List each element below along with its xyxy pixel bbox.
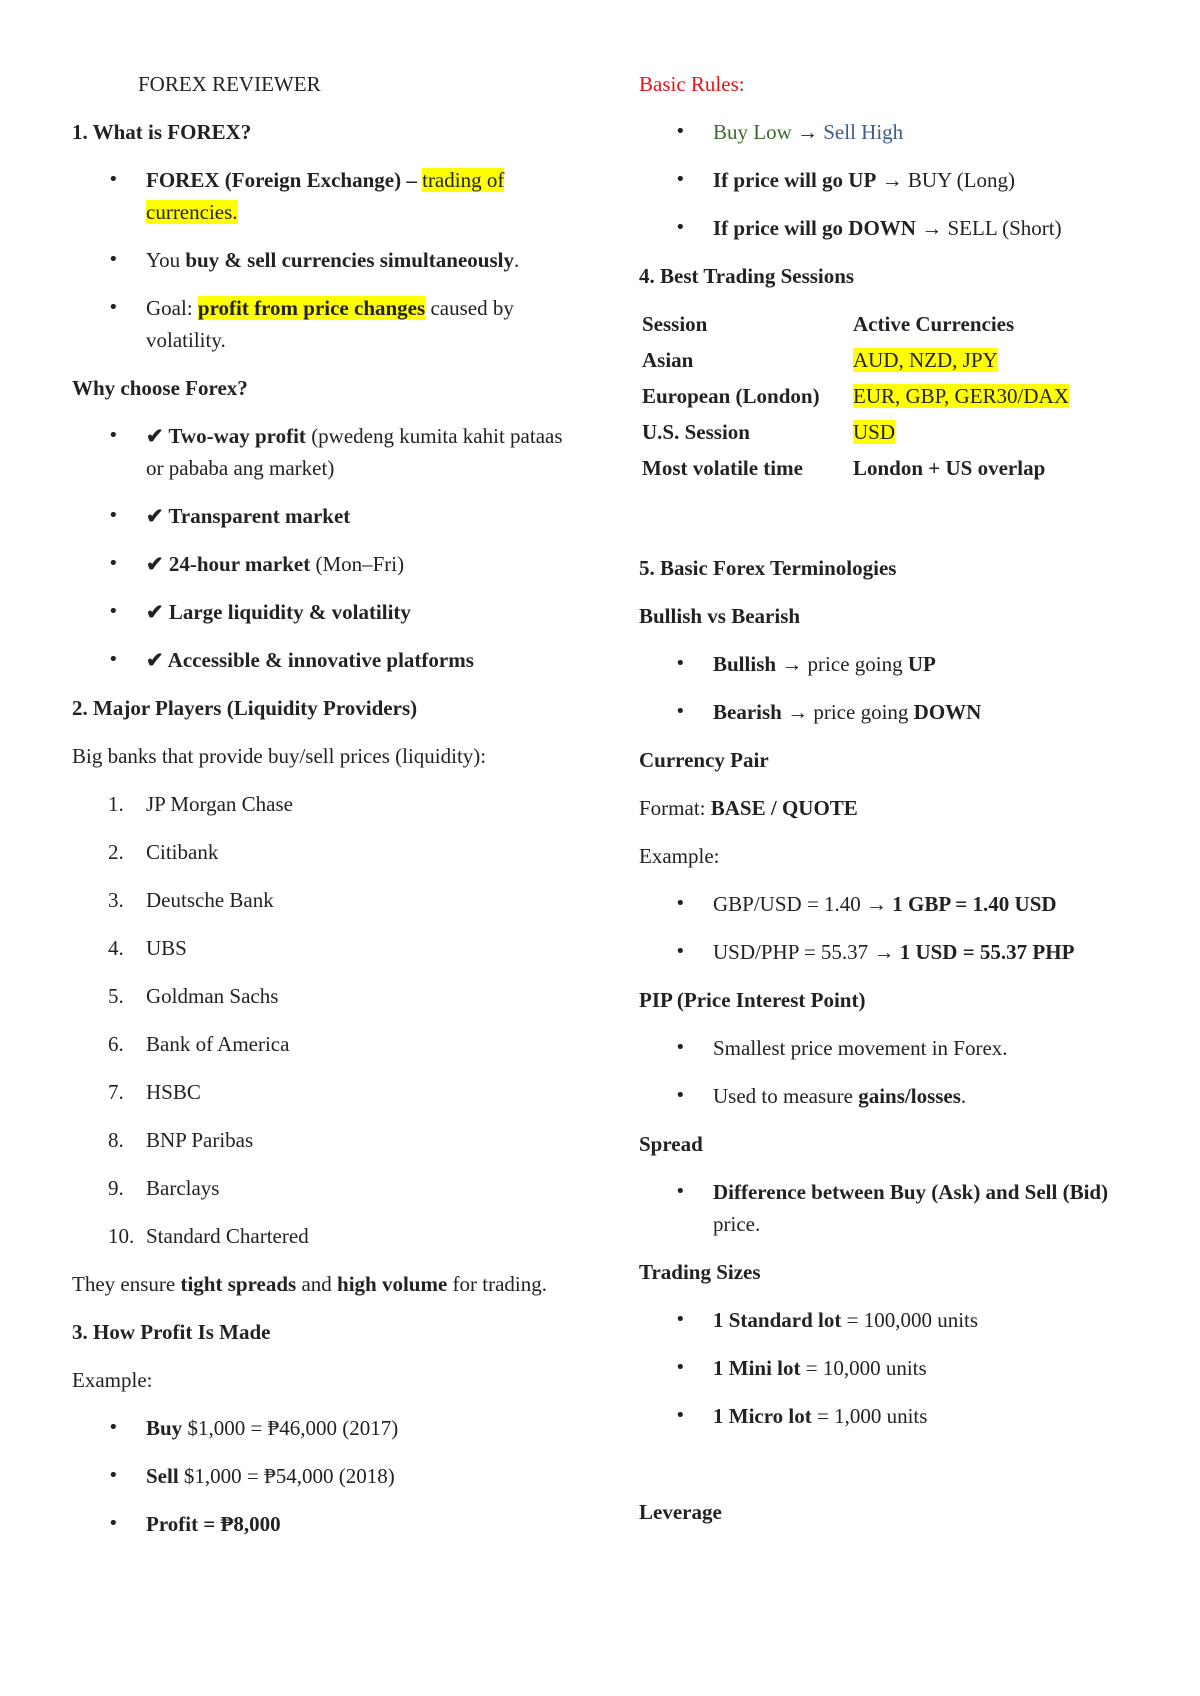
list-item: • ✔ 24-hour market (Mon–Fri) — [72, 548, 572, 580]
sessions-table — [639, 308, 1073, 488]
example-label: Example: — [639, 844, 720, 868]
list-item: • ✔ Large liquidity & volatility — [72, 596, 572, 628]
table-cell: London + US overlap — [853, 456, 1046, 480]
list-item: 8. BNP Paribas — [108, 1128, 254, 1152]
pip-list — [639, 1032, 1159, 1112]
list-item: • Goal: profit from price changes caused by volatility. — [72, 292, 572, 356]
leverage-heading: Leverage — [639, 1500, 722, 1524]
spread-list — [639, 1176, 1159, 1240]
list-item: • Smallest price movement in Forex. — [639, 1032, 1159, 1064]
table-row — [639, 416, 1073, 452]
trading-sizes-heading: Trading Sizes — [639, 1260, 761, 1284]
list-item: • Profit = ₱8,000 — [72, 1508, 572, 1540]
list-item: 4. UBS — [108, 936, 187, 960]
document-title: FOREX REVIEWER — [138, 72, 321, 96]
list-item: • Bullish → price going UP — [639, 648, 1159, 680]
section-2-heading: 2. Major Players (Liquidity Providers) — [72, 696, 418, 720]
why-forex-list — [72, 420, 572, 676]
table-cell: Most volatile time — [642, 456, 803, 480]
list-item: • ✔ Transparent market — [72, 500, 572, 532]
trading-sizes-list — [639, 1304, 1159, 1432]
currency-pair-examples — [639, 888, 1159, 968]
what-is-forex-list — [72, 164, 572, 356]
liquidity-note: They ensure tight spreads and high volume for trading. — [72, 1272, 548, 1296]
list-item: 9. Barclays — [108, 1176, 220, 1200]
list-item: 2. Citibank — [108, 840, 219, 864]
list-item: 5. Goldman Sachs — [108, 984, 279, 1008]
list-item: • USD/PHP = 55.37 → 1 USD = 55.37 PHP — [639, 936, 1159, 968]
basic-rules-heading: Basic Rules: — [639, 72, 745, 96]
section-1-heading: 1. What is FOREX? — [72, 120, 252, 144]
list-item: • You buy & sell currencies simultaneously. — [72, 244, 572, 276]
list-item: • 1 Mini lot = 10,000 units — [639, 1352, 1159, 1384]
list-item: • Sell $1,000 = ₱54,000 (2018) — [72, 1460, 572, 1492]
table-header-row — [639, 308, 1073, 344]
banks-list — [72, 788, 572, 1252]
section-3-example-label: Example: — [72, 1368, 153, 1392]
list-item: • If price will go DOWN → SELL (Short) — [639, 212, 1159, 244]
list-item: • FOREX (Foreign Exchange) – trading of currencies. — [72, 164, 572, 228]
left-column — [72, 68, 572, 1556]
spread-heading: Spread — [639, 1132, 703, 1156]
table-cell: U.S. Session — [642, 420, 750, 444]
format-line: Format: BASE / QUOTE — [639, 796, 858, 820]
table-cell: European (London) — [642, 384, 820, 408]
section-4-heading: 4. Best Trading Sessions — [639, 264, 855, 288]
section-2-intro: Big banks that provide buy/sell prices (liquidity): — [72, 744, 487, 768]
section-5-heading: 5. Basic Forex Terminologies — [639, 556, 897, 580]
table-cell: USD — [853, 420, 896, 444]
list-item: • 1 Standard lot = 100,000 units — [639, 1304, 1159, 1336]
list-item: • ✔ Two-way profit (pwedeng kumita kahit pataas or pababa ang market) — [72, 420, 572, 484]
table-header-cell: Active Currencies — [853, 312, 1015, 336]
table-cell: AUD, NZD, JPY — [853, 348, 998, 372]
list-item: • 1 Micro lot = 1,000 units — [639, 1400, 1159, 1432]
section-3-heading: 3. How Profit Is Made — [72, 1320, 271, 1344]
list-item: • ✔ Accessible & innovative platforms — [72, 644, 572, 676]
bullish-bearish-list — [639, 648, 1159, 728]
spacer — [639, 504, 1159, 552]
list-item: • GBP/USD = 1.40 → 1 GBP = 1.40 USD — [639, 888, 1159, 920]
table-row — [639, 344, 1073, 380]
list-item: • If price will go UP → BUY (Long) — [639, 164, 1159, 196]
spacer — [639, 1448, 1159, 1496]
list-item: • Buy $1,000 = ₱46,000 (2017) — [72, 1412, 572, 1444]
list-item: 3. Deutsche Bank — [108, 888, 274, 912]
list-item: • Used to measure gains/losses. — [639, 1080, 1159, 1112]
right-column — [639, 68, 1159, 1544]
profit-example-list — [72, 1412, 572, 1540]
currency-pair-heading: Currency Pair — [639, 748, 769, 772]
list-item: 7. HSBC — [108, 1080, 201, 1104]
table-row — [639, 452, 1073, 488]
table-row — [639, 380, 1073, 416]
list-item: 1. JP Morgan Chase — [108, 792, 293, 816]
list-item: 10. Standard Chartered — [108, 1224, 309, 1248]
why-forex-heading: Why choose Forex? — [72, 376, 248, 400]
list-item: • Bearish → price going DOWN — [639, 696, 1159, 728]
basic-rules-list — [639, 116, 1159, 244]
table-header-cell: Session — [642, 312, 708, 336]
pip-heading: PIP (Price Interest Point) — [639, 988, 866, 1012]
list-item: • Buy Low → Sell High — [639, 116, 1159, 148]
list-item: • Difference between Buy (Ask) and Sell (Bid) price. — [639, 1176, 1159, 1240]
table-cell: Asian — [642, 348, 694, 372]
list-item: 6. Bank of America — [108, 1032, 290, 1056]
bullish-bearish-heading: Bullish vs Bearish — [639, 604, 801, 628]
table-cell: EUR, GBP, GER30/DAX — [853, 384, 1069, 408]
